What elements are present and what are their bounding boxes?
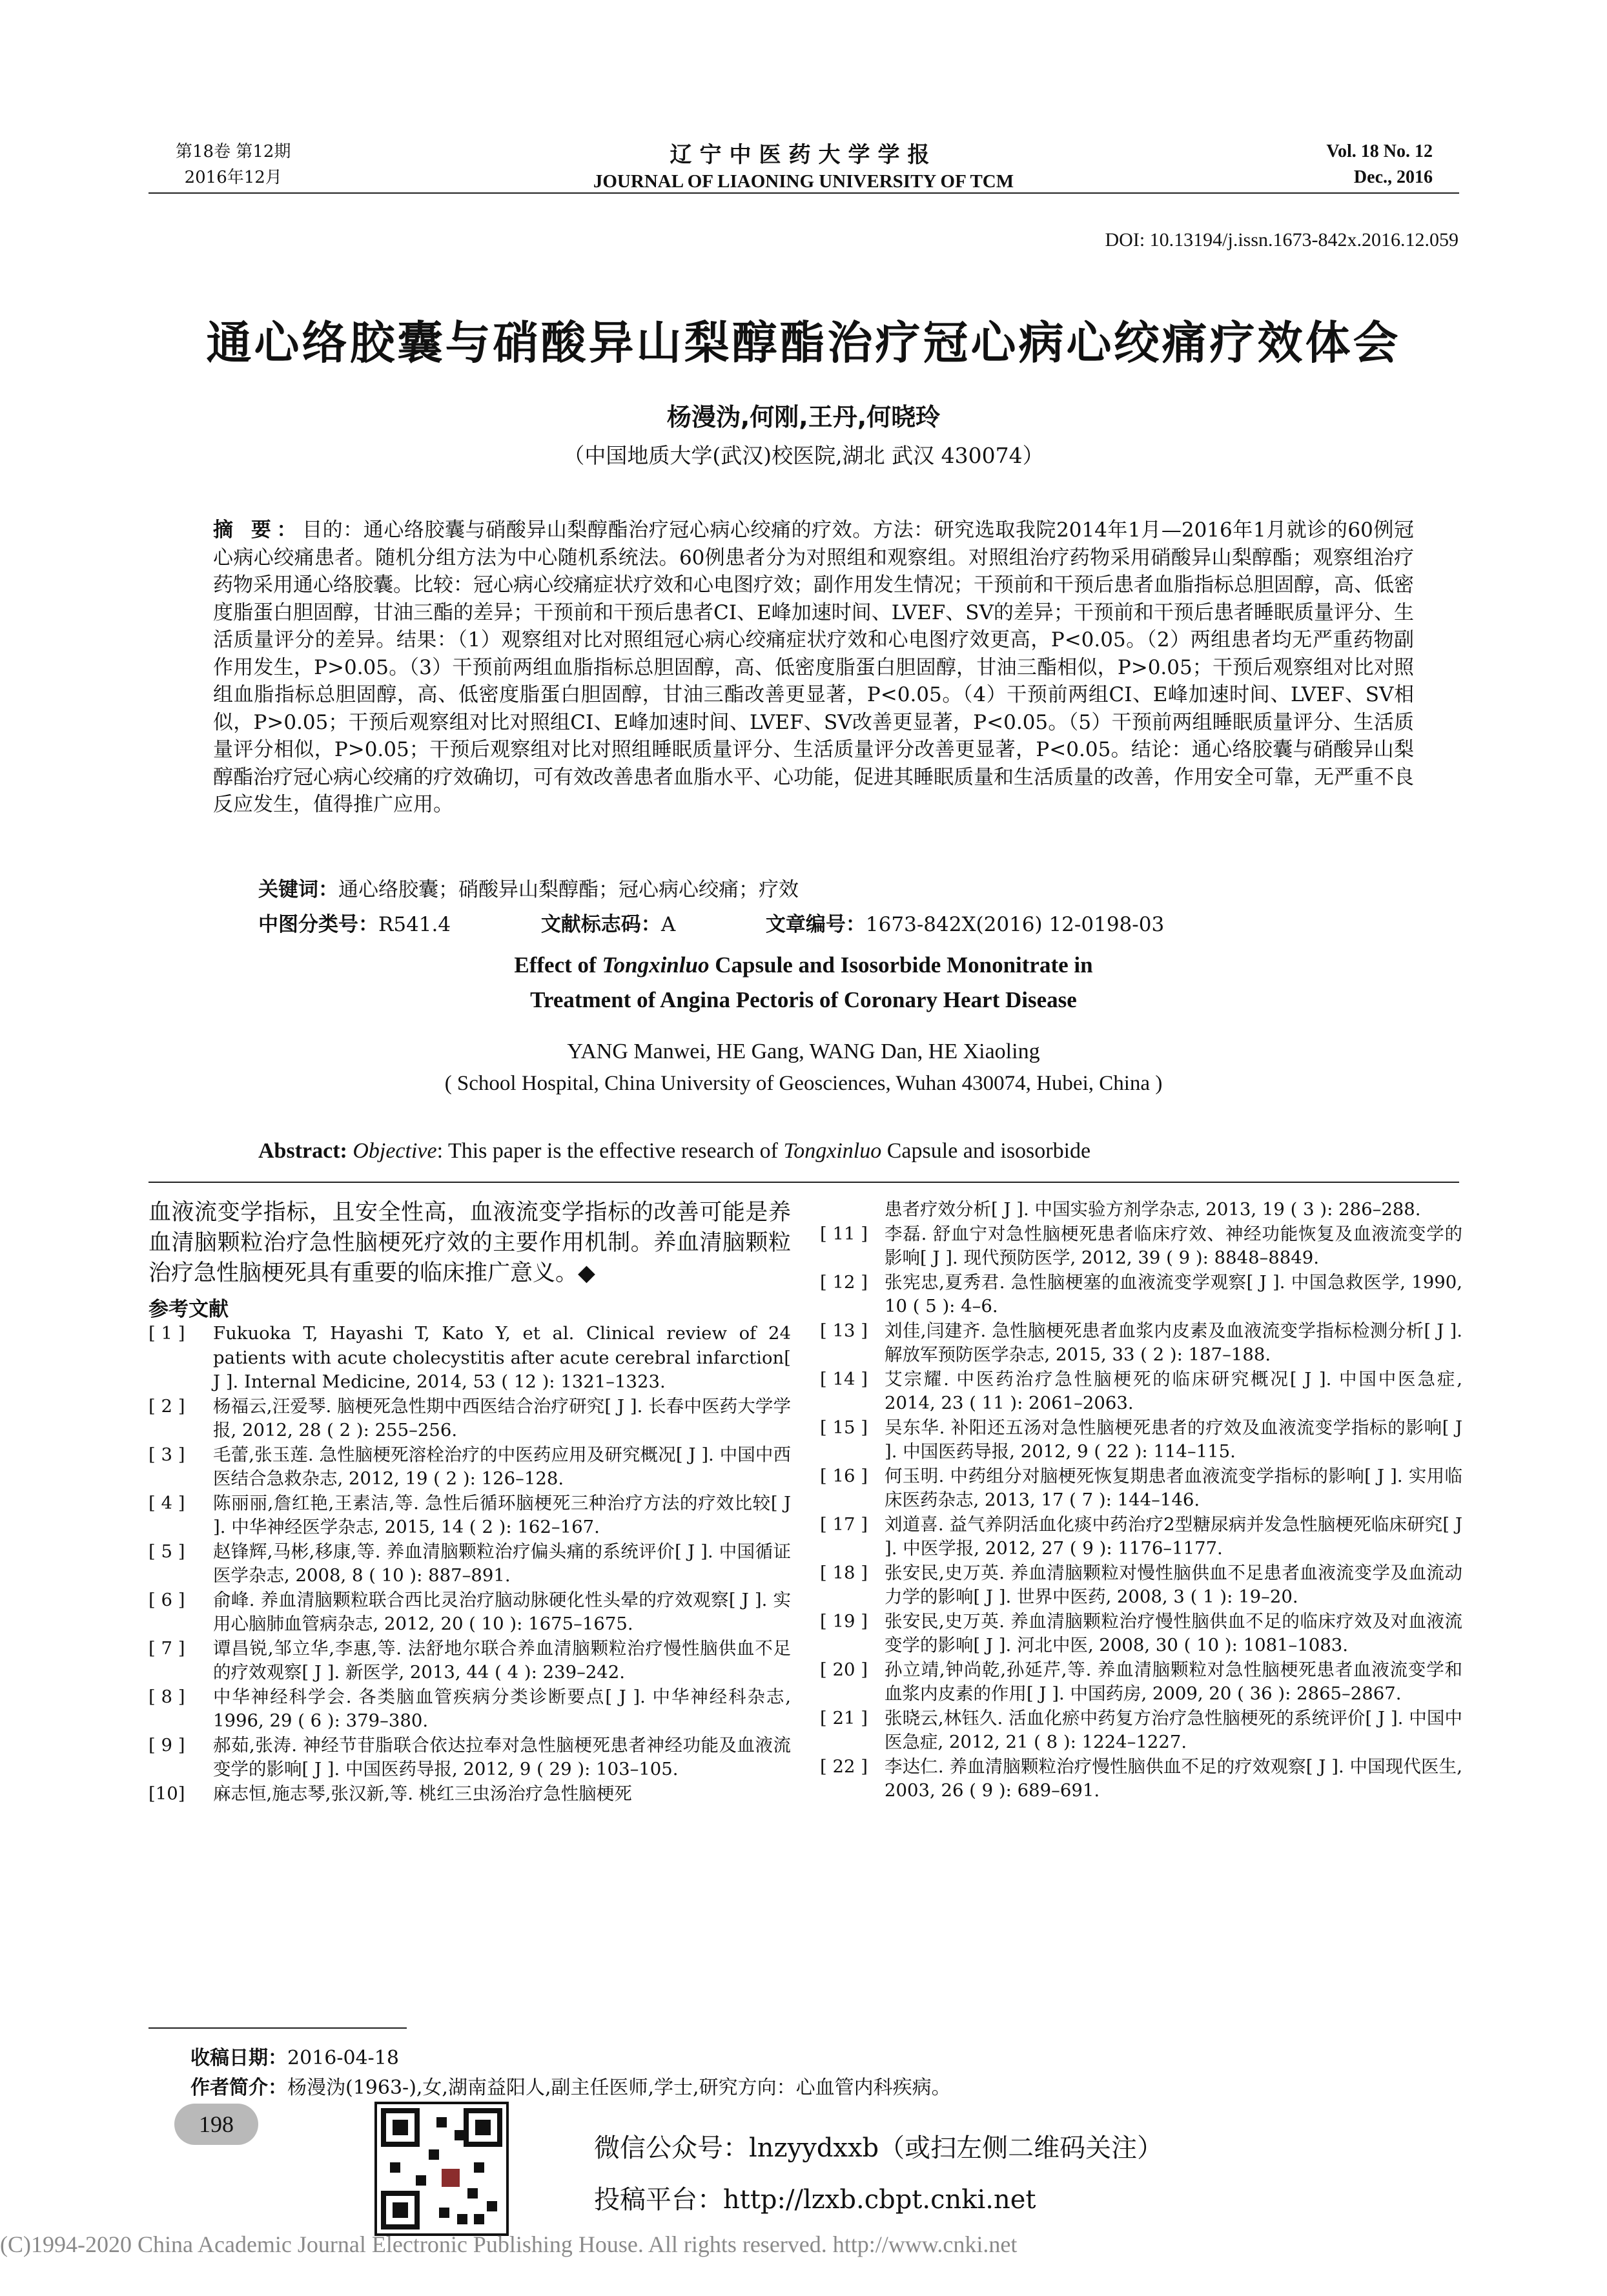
reference-item <box>820 1198 1462 1222</box>
right-column <box>820 1198 1462 1803</box>
reference-number: [ 21 ] <box>820 1707 868 1728</box>
english-abstract: Abstract: Objective: This paper is the effective research of Tongxinluo Capsule and isosorbide <box>258 1139 1091 1163</box>
bio-label: 作者简介： <box>190 2076 287 2099</box>
reference-number: [ 5 ] <box>148 1541 185 1562</box>
qr-module <box>467 2188 478 2199</box>
qr-module <box>487 2201 497 2211</box>
qr-module <box>455 2130 465 2140</box>
journal-name-cn: 辽宁中医药大学学报 <box>670 142 937 168</box>
reference-item <box>148 1782 791 1807</box>
references-heading: 参考文献 <box>148 1298 229 1321</box>
english-title-line1: Effect of Tongxinluo Capsule and Isosorbide Mononitrate in <box>514 952 1093 978</box>
article-no-label: 文章编号： <box>765 913 866 936</box>
reference-number: [10] <box>148 1783 185 1804</box>
doc-code-value: A <box>660 913 676 936</box>
qr-code-icon[interactable] <box>374 2102 509 2236</box>
reference-item <box>148 1637 791 1685</box>
keywords <box>258 873 1420 902</box>
qr-finder-icon <box>464 2108 502 2147</box>
reference-item <box>820 1464 1462 1513</box>
english-objective-label: Objective <box>353 1139 437 1163</box>
reference-number: [ 19 ] <box>820 1610 868 1632</box>
bio-text: 杨漫沩(1963-),女,湖南益阳人,副主任医师,学士,研究方向：心血管内科疾病。 <box>287 2076 951 2099</box>
reference-number: [ 4 ] <box>148 1492 185 1513</box>
reference-text: 张宪忠,夏秀君. 急性脑梗塞的血液流变学观察[ J ]. 中国急救医学, 1990, 10 ( 5 ): 4–6. <box>885 1271 1462 1317</box>
abstract-cn-text: 目的：通心络胶囊与硝酸异山梨醇酯治疗冠心病心绞痛的疗效。方法：研究选取我院2014年1月—2016年1月就诊的60例冠心病心绞痛患者。随机分组方法为中心随机系统法。60例患者分为对照组和观察组。对照组治疗药物采用硝酸异山梨醇酯；观察组治疗药物采用通心络胶囊。比较：冠心病心绞痛症状疗效和心电图疗效；副作用发生情况；干预前和干预后患者血脂指标总胆固醇，高、低密度脂蛋白胆固醇，甘油三酯的差异；干预前和干预后患者CI、E峰加速时间、LVEF、SV的差异；干预前和干预后患者睡眠质量评分、生活质量评分的差异。结果：（1）观察组对比对照组冠心病心绞痛症状疗效和心电图疗效更高，P<0.05。（2）两组患者均无严重药物副作用发生，P>0.05。（3）干预前两组血脂指标总胆固醇，高、低密度脂蛋白胆固醇，甘油三酯相似，P>0.05；干预后观察组对比对照组血脂指标总胆固醇，高、低密度脂蛋白胆固醇，甘油三酯改善更显著，P<0.05。（4）干预前两组CI、E峰加速时间、LVEF、SV相似，P>0.05；干预后观察组对比对照组CI、E峰加速时间、LVEF、SV改善更显著，P<0.05。（5）干预前两组睡眠质量评分、生活质量评分相似，P>0.05；干预后观察组对比对照组睡眠质量评分、生活质量评分改善更显著，P<0.05。结论：通心络胶囊与硝酸异山梨醇酯治疗冠心病心绞痛的疗效确切，可有效改善患者血脂水平、心功能，促进其睡眠质量和生活质量的改善，作用安全可靠，无严重不良反应发生，值得推广应用。 <box>213 518 1414 816</box>
english-abstract-label: Abstract: <box>258 1139 347 1163</box>
volume-cn: 第18卷 第12期 <box>176 142 291 161</box>
doi: DOI: 10.13194/j.issn.1673-842x.2016.12.059 <box>1105 229 1459 251</box>
qr-module <box>436 2117 447 2127</box>
reference-text: 李磊. 舒血宁对急性脑梗死患者临床疗效、神经功能恢复及血液流变学的影响[ J ]. 现代预防医学, 2012, 39 ( 9 ): 8848–8849. <box>885 1223 1462 1268</box>
clc-label: 中图分类号： <box>258 913 378 936</box>
reference-text: 赵锋辉,马彬,移康,等. 养血清脑颗粒治疗偏头痛的系统评价[ J ]. 中国循证医学杂志, 2008, 8 ( 10 ): 887–891. <box>213 1541 791 1586</box>
reference-text: 俞峰. 养血清脑颗粒联合西比灵治疗脑动脉硬化性头晕的疗效观察[ J ]. 实用心脑肺血管病杂志, 2012, 20 ( 10 ): 1675–1675. <box>213 1589 791 1634</box>
reference-number: [ 6 ] <box>148 1589 185 1610</box>
english-title-line2: Treatment of Angina Pectoris of Coronary Heart Disease <box>530 987 1077 1012</box>
reference-text: 陈丽丽,詹红艳,王素洁,等. 急性后循环脑梗死三种治疗方法的疗效比较[ J ]. 中华神经医学杂志, 2015, 14 ( 2 ): 162–167. <box>213 1492 791 1537</box>
reference-number: [ 14 ] <box>820 1368 868 1389</box>
keywords-label: 关键词： <box>258 878 338 901</box>
reference-number: [ 9 ] <box>148 1734 185 1756</box>
reference-number: [ 22 ] <box>820 1756 868 1777</box>
reference-item <box>148 1395 791 1443</box>
reference-item <box>820 1416 1462 1464</box>
qr-module <box>390 2162 400 2173</box>
reference-text: 张晓云,林钰久. 活血化瘀中药复方治疗急性脑梗死的系统评价[ J ]. 中国中医急症, 2012, 21 ( 8 ): 1224–1227. <box>885 1707 1462 1752</box>
reference-text: 麻志恒,施志琴,张汉新,等. 桃红三虫汤治疗急性脑梗死 <box>213 1783 632 1804</box>
reference-item <box>820 1561 1462 1610</box>
english-authors: YANG Manwei, HE Gang, WANG Dan, HE Xiaoling <box>567 1040 1040 1063</box>
body-paragraph: 血液流变学指标，且安全性高，血液流变学指标的改善可能是养血清脑颗粒治疗急性脑梗死疗效的主要作用机制。养血清脑颗粒治疗急性脑梗死具有重要的临床推广意义。◆ <box>148 1200 791 1286</box>
classification-line <box>258 908 1164 937</box>
header-divider <box>148 192 1459 194</box>
qr-finder-icon <box>381 2191 420 2229</box>
reference-text: 张安民,史万英. 养血清脑颗粒治疗慢性脑供血不足的临床疗效及对血液流变学的影响[ J ]. 河北中医, 2008, 30 ( 10 ): 1081–1083. <box>885 1610 1462 1655</box>
footnote-divider <box>148 2027 407 2029</box>
reference-text: 张安民,史万英. 养血清脑颗粒对慢性脑供血不足患者血液流变学及血流动力学的影响[ J ]. 世界中医药, 2008, 3 ( 1 ): 19–20. <box>885 1562 1462 1607</box>
author-list: 杨漫沩,何刚,王丹,何晓玲 <box>666 403 941 431</box>
reference-text: 患者疗效分析[ J ]. 中国实验方剂学杂志, 2013, 19 ( 3 ): 286–288. <box>885 1199 1421 1220</box>
section-divider <box>148 1182 1459 1183</box>
reference-number <box>820 1198 885 1222</box>
reference-text: Fukuoka T, Hayashi T, Kato Y, et al. Clinical review of 24 patients with acute cholecystitis after acute cerebral infarction[ J ]. Internal Medicine, 2014, 53 ( 12 ): 1321–1323. <box>213 1323 791 1392</box>
reference-text: 毛蕾,张玉莲. 急性脑梗死溶栓治疗的中医药应用及研究概况[ J ]. 中国中西医结合急救杂志, 2012, 19 ( 2 ): 126–128. <box>213 1444 791 1489</box>
date-cn: 2016年12月 <box>184 168 282 187</box>
qr-module <box>474 2214 484 2224</box>
reference-item <box>820 1610 1462 1658</box>
english-affiliation: ( School Hospital, China University of Geosciences, Wuhan 430074, Hubei, China ) <box>444 1072 1163 1095</box>
footnote-author-bio <box>190 2071 1417 2100</box>
affiliation: （中国地质大学(武汉)校医院,湖北 武汉 430074） <box>563 443 1044 468</box>
doc-code-label: 文献标志码： <box>540 913 661 936</box>
reference-number: [ 11 ] <box>820 1223 868 1244</box>
reference-number: [ 20 ] <box>820 1659 868 1680</box>
article-title: 通心络胶囊与硝酸异山梨醇酯治疗冠心病心绞痛疗效体会 <box>206 316 1401 369</box>
reference-number: [ 8 ] <box>148 1686 185 1707</box>
abstract-cn <box>213 517 1414 819</box>
reference-text: 中华神经科学会. 各类脑血管疾病分类诊断要点[ J ]. 中华神经科杂志, 1996, 29 ( 6 ): 379–380. <box>213 1686 791 1731</box>
reference-item <box>148 1685 791 1734</box>
reference-text: 吴东华. 补阳还五汤对急性脑梗死患者的疗效及血液流变学指标的影响[ J ]. 中国医药导报, 2012, 9 ( 22 ): 114–115. <box>885 1417 1462 1462</box>
keywords-text: 通心络胶囊；硝酸异山梨醇酯；冠心病心绞痛；疗效 <box>338 878 799 901</box>
reference-number: [ 15 ] <box>820 1417 868 1438</box>
reference-number: [ 17 ] <box>820 1513 868 1535</box>
received-date: 2016-04-18 <box>287 2047 399 2069</box>
reference-number: [ 7 ] <box>148 1637 185 1659</box>
article-no-value: 1673-842X(2016) 12-0198-03 <box>865 913 1165 936</box>
reference-item <box>820 1222 1462 1271</box>
clc-value: R541.4 <box>378 913 451 936</box>
reference-text: 谭昌锐,邹立华,李惠,等. 法舒地尔联合养血清脑颗粒治疗慢性脑供血不足的疗效观察[ J ]. 新医学, 2013, 44 ( 4 ): 239–242. <box>213 1637 791 1683</box>
reference-item <box>148 1322 791 1395</box>
reference-number: [ 13 ] <box>820 1320 868 1341</box>
english-title <box>0 948 1607 1018</box>
left-column <box>148 1198 791 1806</box>
reference-item <box>820 1368 1462 1416</box>
reference-number: [ 18 ] <box>820 1562 868 1583</box>
reference-number: [ 3 ] <box>148 1444 185 1465</box>
qr-finder-icon <box>381 2108 420 2147</box>
reference-text: 刘道喜. 益气养阴活血化痰中药治疗2型糖尿病并发急性脑梗死临床研究[ J ]. 中医学报, 2012, 27 ( 9 ): 1176–1177. <box>885 1513 1462 1559</box>
wechat-account: 微信公众号：lnzyydxxb（或扫左侧二维码关注） <box>594 2133 1163 2163</box>
copyright-watermark: (C)1994-2020 China Academic Journal Electronic Publishing House. All rights reserved. http://www.cnki.net <box>0 2231 1018 2257</box>
qr-module <box>457 2214 467 2224</box>
reference-text: 孙立靖,钟尚乾,孙延芹,等. 养血清脑颗粒对急性脑梗死患者血液流变学和血浆内皮素的作用[ J ]. 中国药房, 2009, 20 ( 36 ): 2865–2867. <box>885 1659 1462 1704</box>
reference-item <box>148 1588 791 1637</box>
reference-text: 杨福云,汪爱琴. 脑梗死急性期中西医结合治疗研究[ J ]. 长春中医药大学学报, 2012, 28 ( 2 ): 255–256. <box>213 1395 791 1440</box>
received-label: 收稿日期： <box>190 2047 287 2069</box>
reference-number: [ 16 ] <box>820 1465 868 1486</box>
reference-number: [ 2 ] <box>148 1395 185 1417</box>
abstract-cn-label: 摘 要： <box>213 518 303 542</box>
reference-item <box>820 1658 1462 1707</box>
reference-list-left <box>148 1322 791 1806</box>
reference-item <box>820 1707 1462 1755</box>
reference-text: 何玉明. 中药组分对脑梗死恢复期患者血液流变学指标的影响[ J ]. 实用临床医药杂志, 2013, 17 ( 7 ): 144–146. <box>885 1465 1462 1510</box>
reference-item <box>820 1271 1462 1319</box>
submission-platform[interactable]: 投稿平台：http://lzxb.cbpt.cnki.net <box>594 2185 1036 2215</box>
reference-item <box>148 1540 791 1588</box>
english-title-italic: Tongxinluo <box>602 952 710 978</box>
volume-en: Vol. 18 No. 12 <box>1326 141 1433 161</box>
reference-item <box>820 1513 1462 1561</box>
qr-module <box>429 2149 439 2160</box>
reference-item <box>148 1734 791 1782</box>
reference-item <box>148 1443 791 1491</box>
reference-item <box>148 1491 791 1540</box>
reference-text: 艾宗耀. 中医药治疗急性脑梗死的临床研究概况[ J ]. 中国中医急症, 2014, 23 ( 11 ): 2061–2063. <box>885 1368 1462 1413</box>
qr-module <box>416 2175 426 2186</box>
qr-module <box>474 2162 484 2173</box>
page-number: 198 <box>174 2104 258 2145</box>
qr-logo <box>442 2169 460 2187</box>
reference-text: 郝茹,张涛. 神经节苷脂联合依达拉奉对急性脑梗死患者神经功能及血液流变学的影响[ J ]. 中国医药导报, 2012, 9 ( 29 ): 103–105. <box>213 1734 791 1779</box>
qr-module <box>439 2208 449 2218</box>
reference-item <box>820 1755 1462 1803</box>
reference-list-right <box>820 1198 1462 1803</box>
reference-text: 刘佳,闫建齐. 急性脑梗死患者血浆内皮素及血液流变学指标检测分析[ J ]. 解放军预防医学杂志, 2015, 33 ( 2 ): 187–188. <box>885 1320 1462 1365</box>
footnote-received <box>190 2042 1417 2070</box>
journal-name-en: JOURNAL OF LIAONING UNIVERSITY OF TCM <box>593 171 1014 192</box>
date-en: Dec., 2016 <box>1353 167 1433 187</box>
reference-item <box>820 1319 1462 1368</box>
reference-number: [ 1 ] <box>148 1323 185 1344</box>
reference-number: [ 12 ] <box>820 1271 868 1293</box>
header-volume-en <box>1326 139 1433 190</box>
reference-text: 李达仁. 养血清脑颗粒治疗慢性脑供血不足的疗效观察[ J ]. 中国现代医生, 2003, 26 ( 9 ): 689–691. <box>885 1756 1462 1801</box>
